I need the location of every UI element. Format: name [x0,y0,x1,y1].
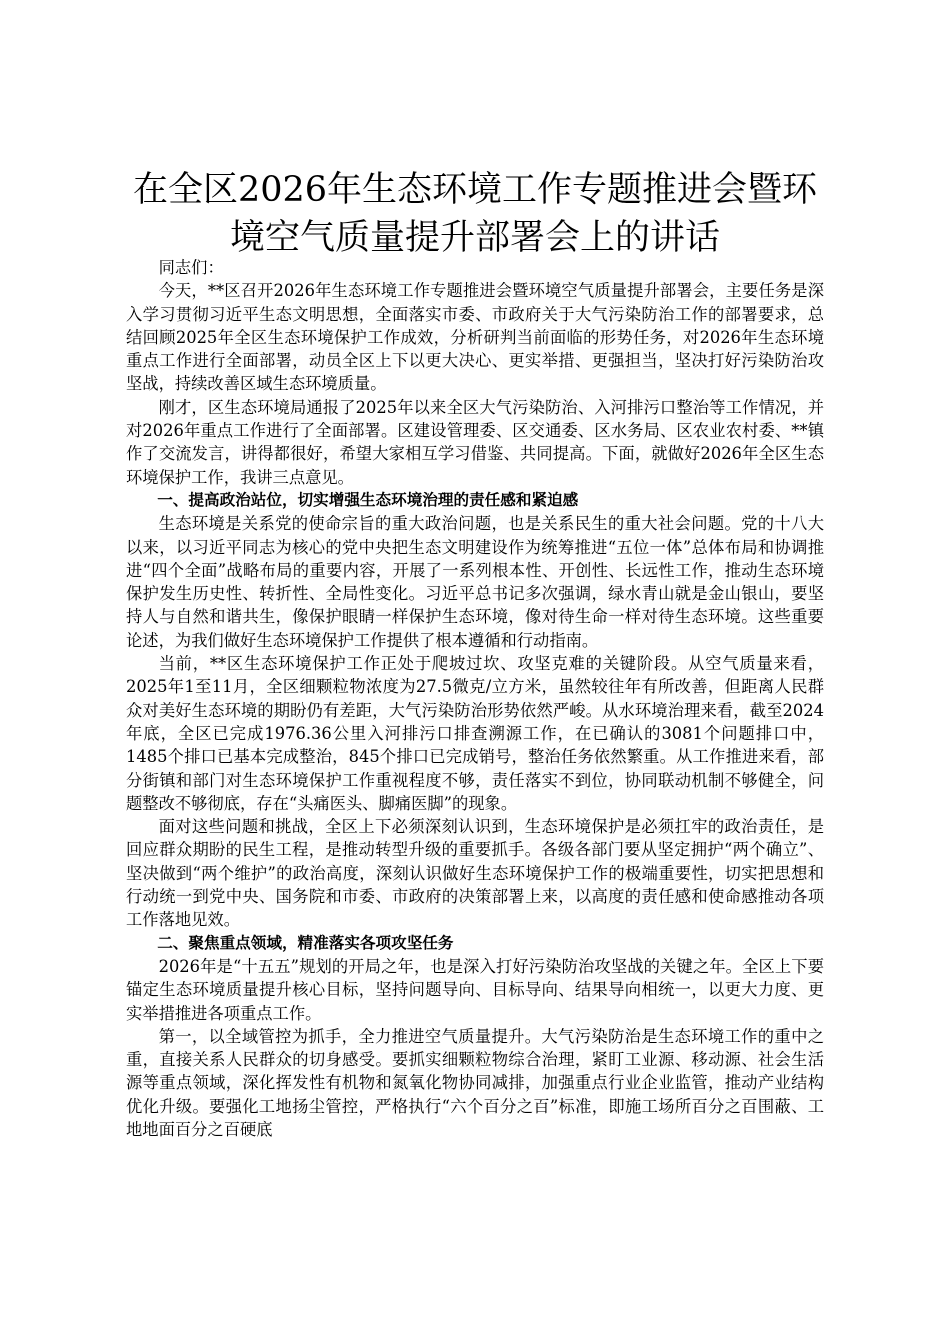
paragraph-section2-2: 第一，以全域管控为抓手，全力推进空气质量提升。大气污染防治是生态环境工作的重中之重，直接关系人民群众的切身感受。要抓实细颗粒物综合治理，紧盯工业源、移动源、社会生活源等重点领域，深化挥发性有机物和氮氧化物协同减排，加强重点行业企业监管，推动产业结构优化升级。要强化工地扬尘管控，严格执行“六个百分之百”标准，即施工场所百分之百围蔽、工地地面百分之百硬底 [126,1026,824,1139]
greeting: 同志们： [158,258,224,277]
paragraph-section1-3: 面对这些问题和挑战，全区上下必须深刻认识到，生态环境保护是必须扛牢的政治责任，是回应群众期盼的民生工程，是推动转型升级的重要抓手。各级各部门要从坚定拥护“两个确立”、坚决做到“两个维护”的政治高度，深刻认识做好生态环境保护工作的极端重要性，切实把思想和行动统一到党中央、国务院和市委、市政府的决策部署上来，以高度的责任感和使命感推动各项工作落地见效。 [126,817,824,930]
document-title [120,166,830,262]
paragraph-opening: 今天，**区召开2026年生态环境工作专题推进会暨环境空气质量提升部署会，主要任务是深入学习贯彻习近平生态文明思想，全面落实市委、市政府关于大气污染防治工作的部署要求，总结回顾2025年全区生态环境保护工作成效，分析研判当前面临的形势任务，对2026年生态环境重点工作进行全面部署，动员全区上下以更大决心、更实举措、更强担当，坚决打好污染防治攻坚战，持续改善区域生态环境质量。 [126,281,824,394]
section-heading-1: 一、提高政治站位，切实增强生态环境治理的责任感和紧迫感 [157,490,579,509]
paragraph-review: 刚才，区生态环境局通报了2025年以来全区大气污染防治、入河排污口整治等工作情况，并对2026年重点工作进行了全面部署。区建设管理委、区交通委、区水务局、区农业农村委、**镇作了交流发言，讲得都很好，希望大家相互学习借鉴、共同提高。下面，就做好2026年全区生态环境保护工作，我讲三点意见。 [126,397,824,487]
paragraph-section1-1: 生态环境是关系党的使命宗旨的重大政治问题，也是关系民生的重大社会问题。党的十八大以来，以习近平同志为核心的党中央把生态文明建设作为统筹推进“五位一体”总体布局和协调推进“四个全面”战略布局的重要内容，开展了一系列根本性、开创性、长远性工作，推动生态环境保护发生历史性、转折性、全局性变化。习近平总书记多次强调，绿水青山就是金山银山，要坚持人与自然和谐共生，像保护眼睛一样保护生态环境，像对待生命一样对待生态环境。这些重要论述，为我们做好生态环境保护工作提供了根本遵循和行动指南。 [126,514,824,650]
section-heading-2: 二、聚焦重点领域，精准落实各项攻坚任务 [157,933,454,952]
title-line-2: 境空气质量提升部署会上的讲话 [229,218,720,258]
paragraph-section1-2: 当前，**区生态环境保护工作正处于爬坡过坎、攻坚克难的关键阶段。从空气质量来看，2025年1至11月，全区细颗粒物浓度为27.5微克/立方米，虽然较往年有所改善，但距离人民群众对美好生态环境的期盼仍有差距，大气污染防治形势依然严峻。从水环境治理来看，截至2024年底，全区已完成1976.36公里入河排污口排查溯源工作，在已确认的3081个问题排口中，1485个排口已基本完成整治，845个排口已完成销号，整治任务依然繁重。从工作推进来看，部分街镇和部门对生态环境保护工作重视程度不够，责任落实不到位，协同联动机制不够健全，问题整改不够彻底，存在“头痛医头、脚痛医脚”的现象。 [126,654,824,813]
title-line-1: 在全区2026年生态环境工作专题推进会暨环 [132,170,818,210]
paragraph-section2-1: 2026年是“十五五”规划的开局之年，也是深入打好污染防治攻坚战的关键之年。全区上下要锚定生态环境质量提升核心目标，坚持问题导向、目标导向、结果导向相统一，以更大力度、更实举措推进各项重点工作。 [126,956,824,1023]
document-body [126,256,824,1141]
